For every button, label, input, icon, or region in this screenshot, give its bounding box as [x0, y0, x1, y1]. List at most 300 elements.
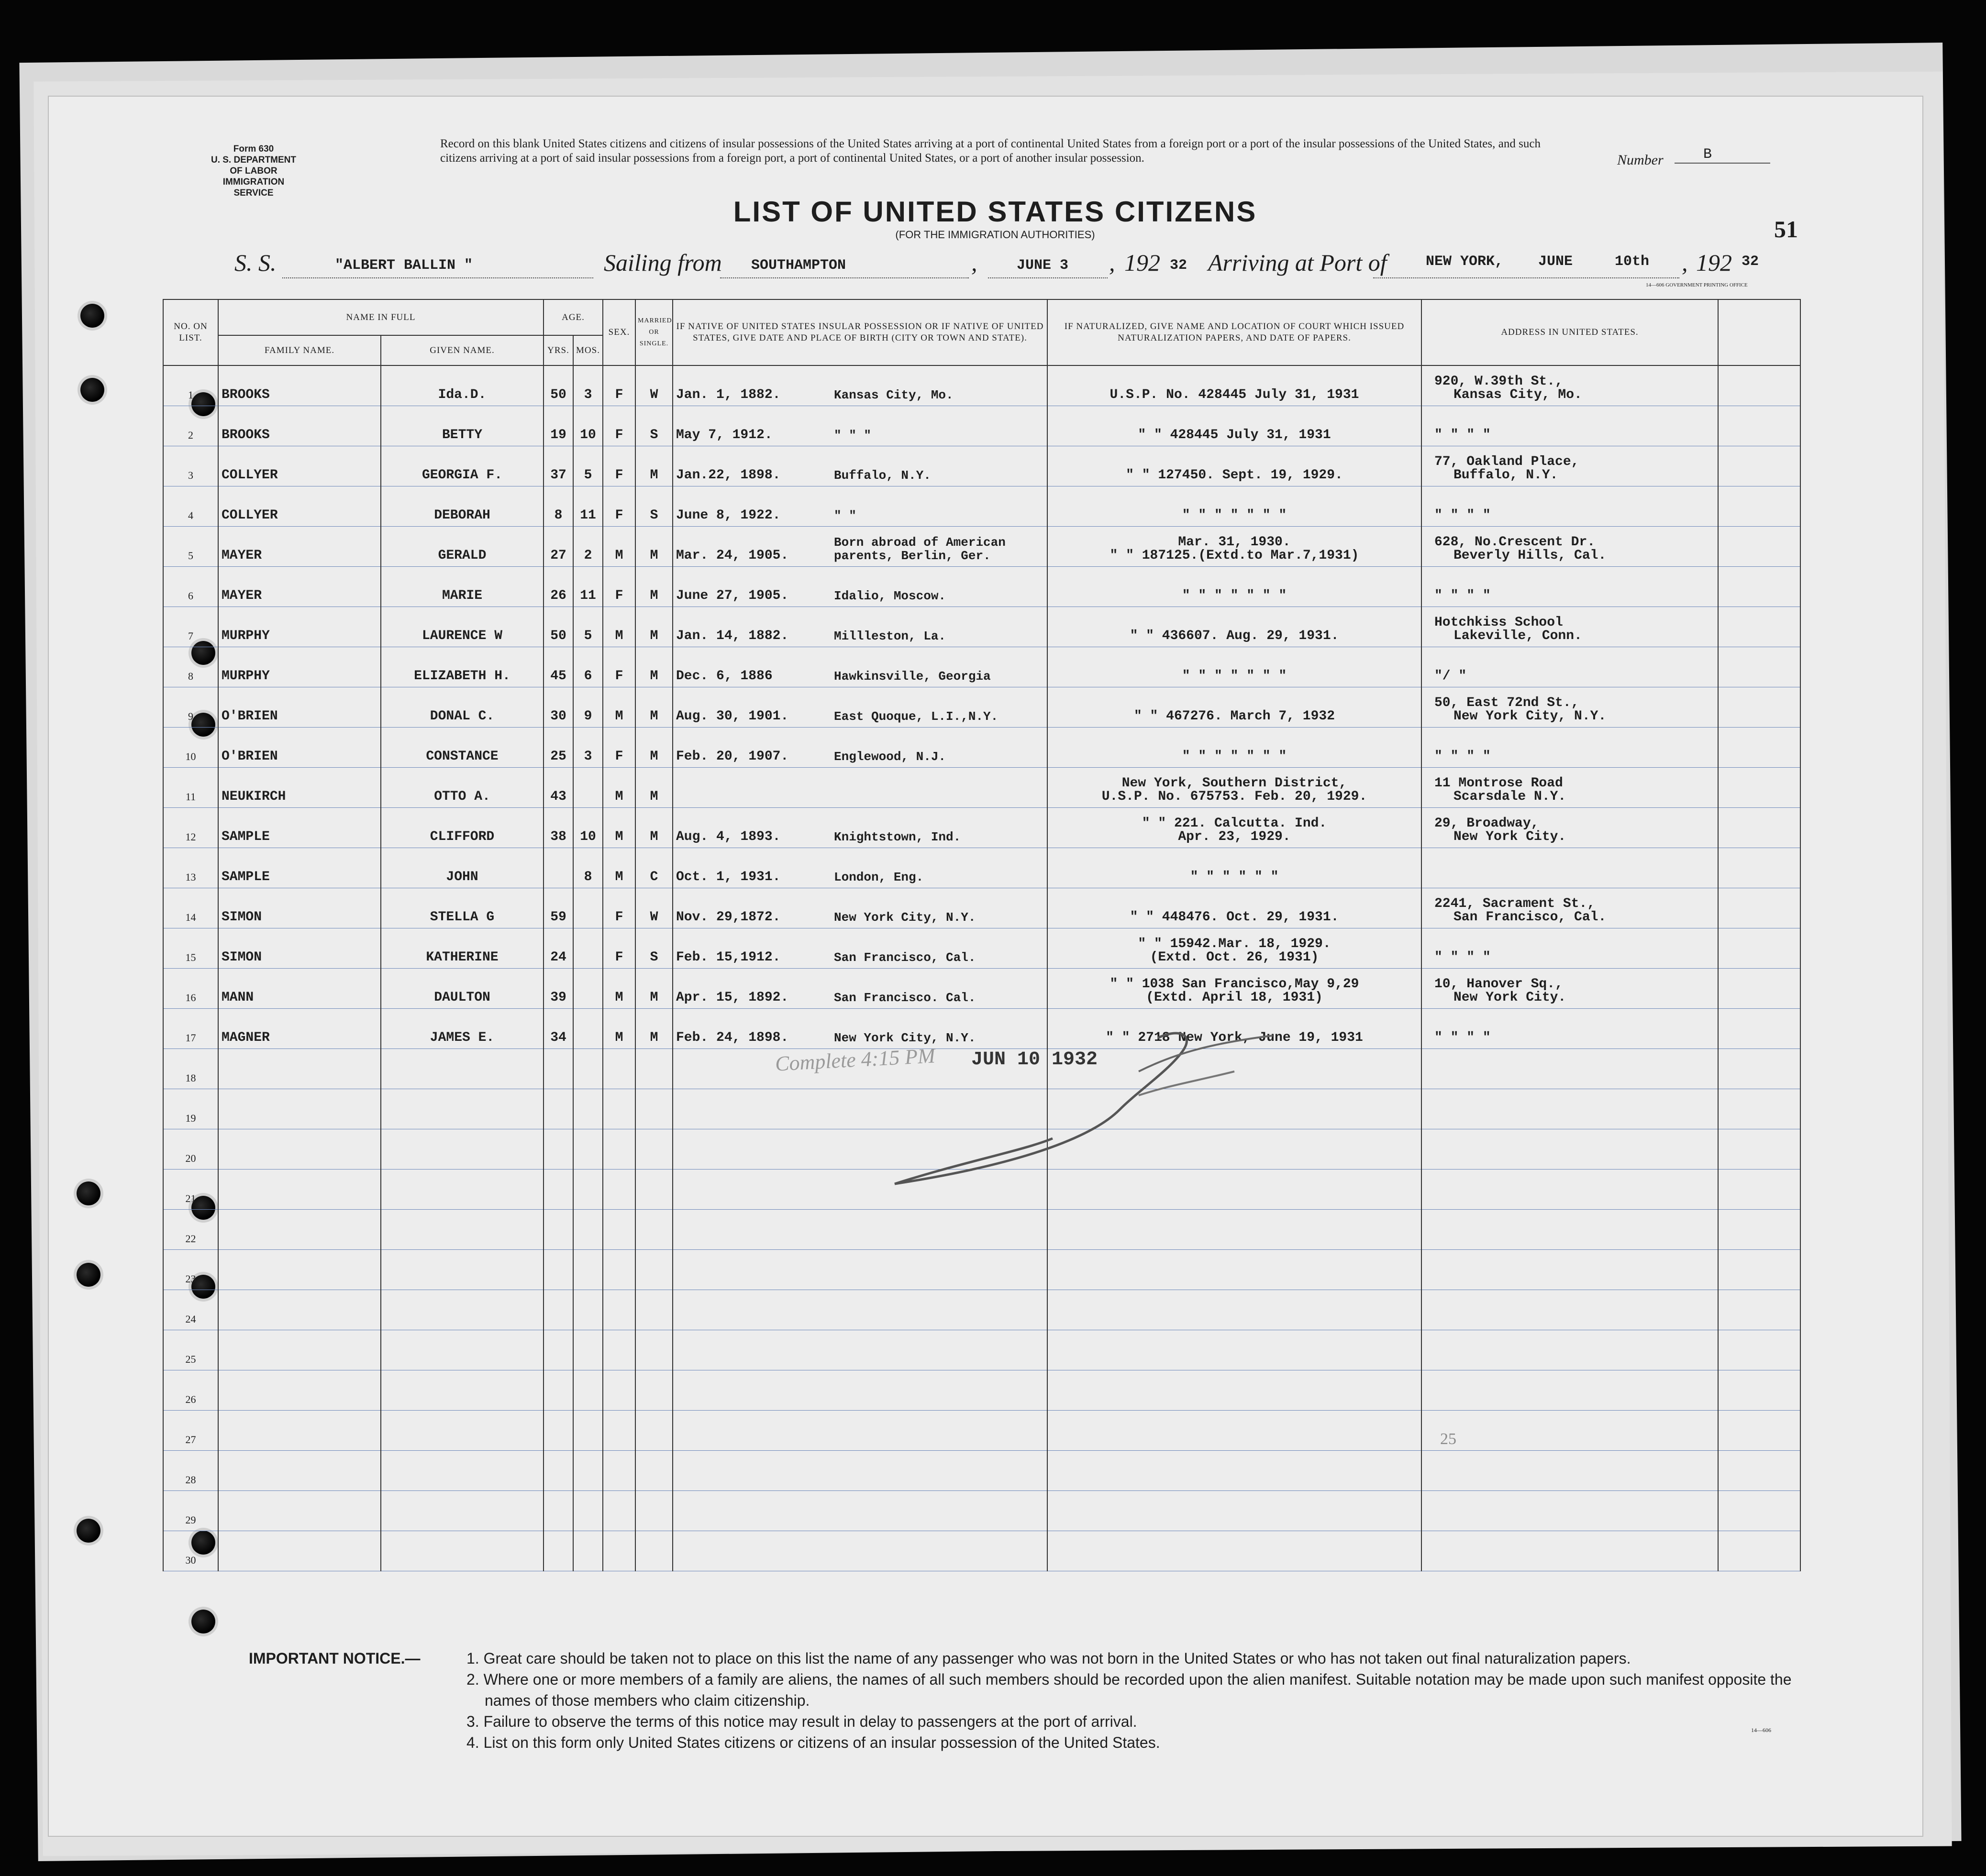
naturalization-info-line: (Extd. Oct. 26, 1931): [1150, 949, 1319, 965]
age-months: [573, 1209, 603, 1249]
naturalization-info: [1047, 526, 1421, 566]
sex: F: [603, 365, 635, 406]
completion-note: Complete 4:15 PM: [774, 1044, 936, 1076]
row-number: 3: [163, 446, 218, 486]
birth-info-line: Millleston, La.: [834, 629, 946, 643]
age-months: 8: [573, 848, 603, 888]
blank-cell: [1718, 526, 1800, 566]
naturalization-info: [1047, 406, 1421, 446]
age-months: [573, 1490, 603, 1531]
address-line: 2241, Sacrament St.,: [1434, 896, 1596, 911]
age-years: [544, 1129, 573, 1169]
age-years: 8: [544, 486, 573, 526]
naturalization-info-line: U.S.P. No. 675753. Feb. 20, 1929.: [1101, 789, 1367, 804]
agency-name: U. S. DEPARTMENT OF LABOR: [211, 155, 297, 176]
naturalization-info-line: " " " " " " ": [1182, 749, 1287, 764]
passenger-rows: [163, 365, 1800, 1571]
age-months: [573, 1169, 603, 1209]
marital-status: M: [635, 767, 673, 807]
row-number: 15: [163, 928, 218, 968]
birth-info-line: Kansas City, Mo.: [834, 387, 954, 402]
given-name: [381, 1089, 544, 1129]
address: [1421, 1290, 1718, 1330]
row-number: 19: [163, 1089, 218, 1129]
table-row: [163, 1330, 1800, 1370]
family-name: NEUKIRCH: [218, 767, 381, 807]
birth-info-line: Hawkinsville, Georgia: [834, 669, 991, 684]
age-years: [544, 1450, 573, 1490]
marital-status: M: [635, 446, 673, 486]
age-years: 30: [544, 687, 573, 727]
family-name: [218, 1290, 381, 1330]
service-name: IMMIGRATION SERVICE: [222, 177, 285, 198]
table-row: [163, 647, 1800, 687]
sex: M: [603, 607, 635, 647]
birth-info-line: Apr. 15, 1892.: [676, 990, 789, 1005]
address: [1421, 1410, 1718, 1450]
blank-cell: [1718, 1450, 1800, 1490]
sex: M: [603, 1008, 635, 1048]
naturalization-info: [1047, 365, 1421, 406]
family-name: O'BRIEN: [218, 727, 381, 767]
row-number: 23: [163, 1249, 218, 1290]
sex: [603, 1089, 635, 1129]
marital-status: [635, 1531, 673, 1571]
age-months: 6: [573, 647, 603, 687]
address: [1421, 928, 1718, 968]
sex: [603, 1330, 635, 1370]
given-name: [381, 1531, 544, 1571]
col-header-yrs: YRS.: [544, 335, 573, 365]
marital-status: [635, 1169, 673, 1209]
age-years: 39: [544, 968, 573, 1008]
marital-status: [635, 1410, 673, 1450]
birth-info: [673, 647, 1047, 687]
birth-info: [673, 1290, 1047, 1330]
marital-status: [635, 1370, 673, 1410]
age-months: [573, 1008, 603, 1048]
naturalization-info: [1047, 687, 1421, 727]
naturalization-info-line: Mar. 31, 1930.: [1178, 534, 1291, 550]
birth-info: [673, 807, 1047, 848]
naturalization-info-line: " " 187125.(Extd.to Mar.7,1931): [1109, 548, 1359, 563]
naturalization-info-line: " " 428445 July 31, 1931: [1138, 427, 1331, 442]
family-name: [218, 1490, 381, 1531]
punch-hole: [80, 378, 104, 402]
naturalization-info: [1047, 446, 1421, 486]
birth-info-line: Englewood, N.J.: [834, 749, 946, 764]
age-months: 11: [573, 486, 603, 526]
age-years: 43: [544, 767, 573, 807]
row-number: 9: [163, 687, 218, 727]
birth-info: [673, 446, 1047, 486]
age-months: [573, 1370, 603, 1410]
age-years: [544, 1048, 573, 1089]
given-name: ELIZABETH H.: [381, 647, 544, 687]
blank-cell: [1718, 807, 1800, 848]
family-name: BROOKS: [218, 406, 381, 446]
given-name: [381, 1129, 544, 1169]
blank-cell: [1718, 1330, 1800, 1370]
page-subtitle: (FOR THE IMMIGRATION AUTHORITIES): [895, 229, 1095, 241]
address-line: 50, East 72nd St.,: [1434, 695, 1579, 710]
blank-cell: [1718, 446, 1800, 486]
given-name: MARIE: [381, 566, 544, 607]
birth-info: [673, 1490, 1047, 1531]
given-name: [381, 1330, 544, 1370]
punch-hole: [77, 1519, 100, 1543]
birth-info-line: Dec. 6, 1886: [676, 668, 773, 684]
row-number: 29: [163, 1490, 218, 1531]
table-row: [163, 1450, 1800, 1490]
row-number: 8: [163, 647, 218, 687]
address: [1421, 1089, 1718, 1129]
given-name: [381, 1048, 544, 1089]
marital-status: [635, 1089, 673, 1129]
sex: F: [603, 446, 635, 486]
age-years: [544, 1249, 573, 1290]
given-name: [381, 1490, 544, 1531]
age-months: [573, 928, 603, 968]
sex: [603, 1490, 635, 1531]
age-months: [573, 1290, 603, 1330]
birth-info: [673, 1330, 1047, 1370]
marital-status: S: [635, 406, 673, 446]
given-name: JAMES E.: [381, 1008, 544, 1048]
col-header-sex: SEX.: [603, 299, 635, 365]
marital-status: M: [635, 1008, 673, 1048]
age-years: 37: [544, 446, 573, 486]
age-years: 19: [544, 406, 573, 446]
birth-info: [673, 727, 1047, 767]
punch-hole: [77, 1263, 100, 1287]
ship-name: "ALBERT BALLIN ": [335, 257, 473, 274]
marital-status: M: [635, 687, 673, 727]
family-name: [218, 1370, 381, 1410]
year-sailing: 32: [1170, 257, 1187, 274]
blank-cell: [1718, 1048, 1800, 1089]
address: [1421, 1490, 1718, 1531]
address: [1421, 1008, 1718, 1048]
marital-status: S: [635, 928, 673, 968]
row-number: 26: [163, 1370, 218, 1410]
family-name: SIMON: [218, 888, 381, 928]
given-name: KATHERINE: [381, 928, 544, 968]
number-value: B: [1675, 146, 1770, 164]
family-name: [218, 1048, 381, 1089]
birth-info-line: New York City, N.Y.: [834, 1030, 976, 1045]
birth-info-line: Buffalo, N.Y.: [834, 468, 931, 483]
given-name: STELLA G: [381, 888, 544, 928]
age-months: 5: [573, 446, 603, 486]
given-name: [381, 1209, 544, 1249]
birth-info: [673, 1209, 1047, 1249]
row-number: 4: [163, 486, 218, 526]
address-line: 920, W.39th St.,: [1434, 374, 1563, 389]
address-line: New York City.: [1453, 829, 1566, 844]
blank-cell: [1718, 1249, 1800, 1290]
sex: F: [603, 727, 635, 767]
address-line: Kansas City, Mo.: [1453, 387, 1582, 402]
ss-label: S. S.: [234, 249, 277, 276]
birth-info-line: May 7, 1912.: [676, 427, 773, 442]
given-name: JOHN: [381, 848, 544, 888]
naturalization-info-line: " " " " " " ": [1182, 508, 1287, 523]
address: [1421, 767, 1718, 807]
marital-status: [635, 1209, 673, 1249]
passenger-table: [163, 299, 1801, 1571]
naturalization-info: [1047, 1450, 1421, 1490]
given-name: BETTY: [381, 406, 544, 446]
sex: [603, 1249, 635, 1290]
sex: F: [603, 888, 635, 928]
sex: [603, 1531, 635, 1571]
address: [1421, 647, 1718, 687]
row-number: 28: [163, 1450, 218, 1490]
birth-info-line: Nov. 29,1872.: [676, 909, 781, 925]
age-months: 10: [573, 807, 603, 848]
blank-cell: [1718, 1169, 1800, 1209]
sex: M: [603, 526, 635, 566]
age-months: [573, 1450, 603, 1490]
comma-sep: ,: [1109, 249, 1115, 276]
year-arrival: 32: [1742, 254, 1759, 270]
sex: [603, 1290, 635, 1330]
blank-cell: [1718, 566, 1800, 607]
age-years: [544, 1531, 573, 1571]
marital-status: M: [635, 607, 673, 647]
marital-status: [635, 1048, 673, 1089]
notice-items: [466, 1648, 1830, 1753]
family-name: SAMPLE: [218, 848, 381, 888]
family-name: MAGNER: [218, 1008, 381, 1048]
address: [1421, 1330, 1718, 1370]
birth-info-line: Oct. 1, 1931.: [676, 869, 781, 884]
date-stamp: JUN 10 1932: [971, 1049, 1098, 1070]
birth-info-line: London, Eng.: [834, 870, 924, 884]
pencil-mark: 25: [1440, 1430, 1456, 1448]
address: [1421, 1249, 1718, 1290]
row-number: 25: [163, 1330, 218, 1370]
sailing-label: Sailing from: [604, 249, 722, 276]
table-row: [163, 687, 1800, 727]
age-years: 50: [544, 365, 573, 406]
naturalization-info-line: " " 1038 San Francisco,May 9,29: [1109, 976, 1359, 992]
family-name: [218, 1410, 381, 1450]
address-line: 77, Oakland Place,: [1434, 454, 1579, 469]
birth-info: [673, 566, 1047, 607]
family-name: O'BRIEN: [218, 687, 381, 727]
ship-underline: [282, 277, 593, 278]
address: [1421, 365, 1718, 406]
birth-info: [673, 848, 1047, 888]
row-number: 12: [163, 807, 218, 848]
row-number: 27: [163, 1410, 218, 1450]
birth-info-line: Feb. 24, 1898.: [676, 1030, 789, 1045]
sex: M: [603, 807, 635, 848]
age-months: 5: [573, 607, 603, 647]
age-years: [544, 1209, 573, 1249]
row-number: 6: [163, 566, 218, 607]
naturalization-info-line: " " " " " " ": [1182, 668, 1287, 684]
table-row: [163, 727, 1800, 767]
birth-info: [673, 1410, 1047, 1450]
blank-cell: [1718, 647, 1800, 687]
address-line: New York City, N.Y.: [1453, 708, 1607, 724]
birth-info: [673, 767, 1047, 807]
sailing-port: SOUTHAMPTON: [751, 257, 846, 274]
address-line: 29, Broadway,: [1434, 816, 1539, 831]
age-years: [544, 1330, 573, 1370]
given-name: DEBORAH: [381, 486, 544, 526]
col-header-given: GIVEN NAME.: [381, 335, 544, 365]
family-name: [218, 1089, 381, 1129]
age-years: 45: [544, 647, 573, 687]
naturalization-info: [1047, 1490, 1421, 1531]
sex: M: [603, 968, 635, 1008]
naturalization-info-line: U.S.P. No. 428445 July 31, 1931: [1109, 387, 1359, 402]
family-name: MAYER: [218, 526, 381, 566]
birth-info-line: " ": [834, 508, 856, 523]
punch-hole: [191, 1610, 215, 1633]
given-name: GERALD: [381, 526, 544, 566]
address-line: " " " ": [1434, 427, 1491, 442]
birth-info-line: " " ": [834, 428, 872, 442]
age-months: [573, 888, 603, 928]
notice-title: IMPORTANT NOTICE.—: [249, 1650, 421, 1667]
given-name: GEORGIA F.: [381, 446, 544, 486]
address-line: New York City.: [1453, 990, 1566, 1005]
table-row: [163, 888, 1800, 928]
age-years: 34: [544, 1008, 573, 1048]
form-instructions: Record on this blank United States citizens and citizens of insular possessions of the United States arriving at a port of continental United States from a foreign port or a port of the insular possessions of the United States, and such citizens arriving at a port of said insular possessions from a foreign port, a port of continental United States, or a port of another insular possession.: [440, 137, 1541, 165]
naturalization-info-line: " " " " " ": [1190, 869, 1279, 884]
naturalization-info: [1047, 1290, 1421, 1330]
naturalization-info-line: " " " " " " ": [1182, 588, 1287, 603]
address: [1421, 406, 1718, 446]
naturalization-info: [1047, 647, 1421, 687]
blank-cell: [1718, 1490, 1800, 1531]
address: [1421, 1531, 1718, 1571]
row-number: 14: [163, 888, 218, 928]
birth-info-line: East Quoque, L.I.,N.Y.: [834, 709, 999, 724]
sex: M: [603, 687, 635, 727]
sailing-port-underline: [720, 277, 969, 278]
row-number: 5: [163, 526, 218, 566]
address: [1421, 446, 1718, 486]
address: [1421, 1169, 1718, 1209]
naturalization-info: [1047, 566, 1421, 607]
table-row: [163, 1290, 1800, 1330]
birth-info: [673, 888, 1047, 928]
address: [1421, 807, 1718, 848]
birth-info-line: June 27, 1905.: [676, 588, 789, 603]
marital-status: [635, 1490, 673, 1531]
family-name: BROOKS: [218, 365, 381, 406]
inspector-signature: [890, 1019, 1297, 1201]
naturalization-info-line: " " 221. Calcutta. Ind.: [1142, 816, 1327, 831]
row-number: 17: [163, 1008, 218, 1048]
marital-status: [635, 1450, 673, 1490]
birth-info: [673, 1370, 1047, 1410]
col-header-mos: MOS.: [573, 335, 603, 365]
page-title: LIST OF UNITED STATES CITIZENS: [733, 196, 1257, 228]
row-number: 18: [163, 1048, 218, 1089]
address: [1421, 1209, 1718, 1249]
table-row: [163, 1209, 1800, 1249]
naturalization-info: [1047, 1249, 1421, 1290]
table-row: [163, 968, 1800, 1008]
form-code: 14—606: [1751, 1727, 1771, 1733]
address: [1421, 968, 1718, 1008]
sex: F: [603, 566, 635, 607]
address-line: "/ ": [1434, 668, 1467, 684]
table-row: [163, 1490, 1800, 1531]
table-row: [163, 486, 1800, 526]
table-row: [163, 1410, 1800, 1450]
address-line: Lakeville, Conn.: [1453, 628, 1582, 643]
age-years: [544, 1410, 573, 1450]
given-name: DONAL C.: [381, 687, 544, 727]
blank-cell: [1718, 727, 1800, 767]
age-years: [544, 1490, 573, 1531]
family-name: [218, 1330, 381, 1370]
age-months: 9: [573, 687, 603, 727]
birth-info-line: June 8, 1922.: [676, 508, 781, 523]
given-name: LAURENCE W: [381, 607, 544, 647]
table-row: [163, 607, 1800, 647]
birth-info-line: Jan.22, 1898.: [676, 467, 781, 483]
marital-status: [635, 1249, 673, 1290]
marital-status: W: [635, 888, 673, 928]
naturalization-info: [1047, 727, 1421, 767]
notice-item: 2. Where one or more members of a family are aliens, the names of all such members should be recorded upon the alien manifest. Suitable notation may be made upon such manifest opposite the names of those members who claim citizenship.: [466, 1671, 1792, 1709]
col-header-native: IF NATIVE OF UNITED STATES INSULAR POSSESSION OR IF NATIVE OF UNITED STATES, GIVE DATE AND PLACE OF BIRTH (CITY OR TOWN AND STATE).: [673, 299, 1047, 365]
table-row: [163, 807, 1800, 848]
row-number: 20: [163, 1129, 218, 1169]
birth-info: [673, 928, 1047, 968]
year-prefix-arrival: 192: [1696, 249, 1732, 276]
comma-sep: ,: [971, 249, 977, 276]
naturalization-info-line: " " 467276. March 7, 1932: [1133, 708, 1335, 724]
marital-status: M: [635, 727, 673, 767]
age-months: 10: [573, 406, 603, 446]
row-number: 30: [163, 1531, 218, 1571]
address-line: Hotchkiss School: [1434, 615, 1563, 630]
birth-info: [673, 526, 1047, 566]
age-years: 27: [544, 526, 573, 566]
table-row: [163, 928, 1800, 968]
marital-status: C: [635, 848, 673, 888]
marital-status: M: [635, 968, 673, 1008]
age-months: [573, 1129, 603, 1169]
naturalization-info: [1047, 848, 1421, 888]
birth-info-line: San Francisco, Cal.: [834, 950, 976, 965]
birth-info-line: Knightstown, Ind.: [834, 829, 961, 844]
table-row: [163, 1531, 1800, 1571]
address-line: Scarsdale N.Y.: [1453, 789, 1566, 804]
address: [1421, 1370, 1718, 1410]
birth-info-line: Mar. 24, 1905.: [676, 548, 789, 563]
sailing-date: JUNE 3: [1017, 257, 1069, 274]
blank-cell: [1718, 888, 1800, 928]
sex: F: [603, 647, 635, 687]
comma-sep: ,: [1682, 249, 1688, 276]
age-months: 2: [573, 526, 603, 566]
arrival-day: 10th: [1615, 254, 1650, 270]
age-years: [544, 848, 573, 888]
blank-cell: [1718, 486, 1800, 526]
